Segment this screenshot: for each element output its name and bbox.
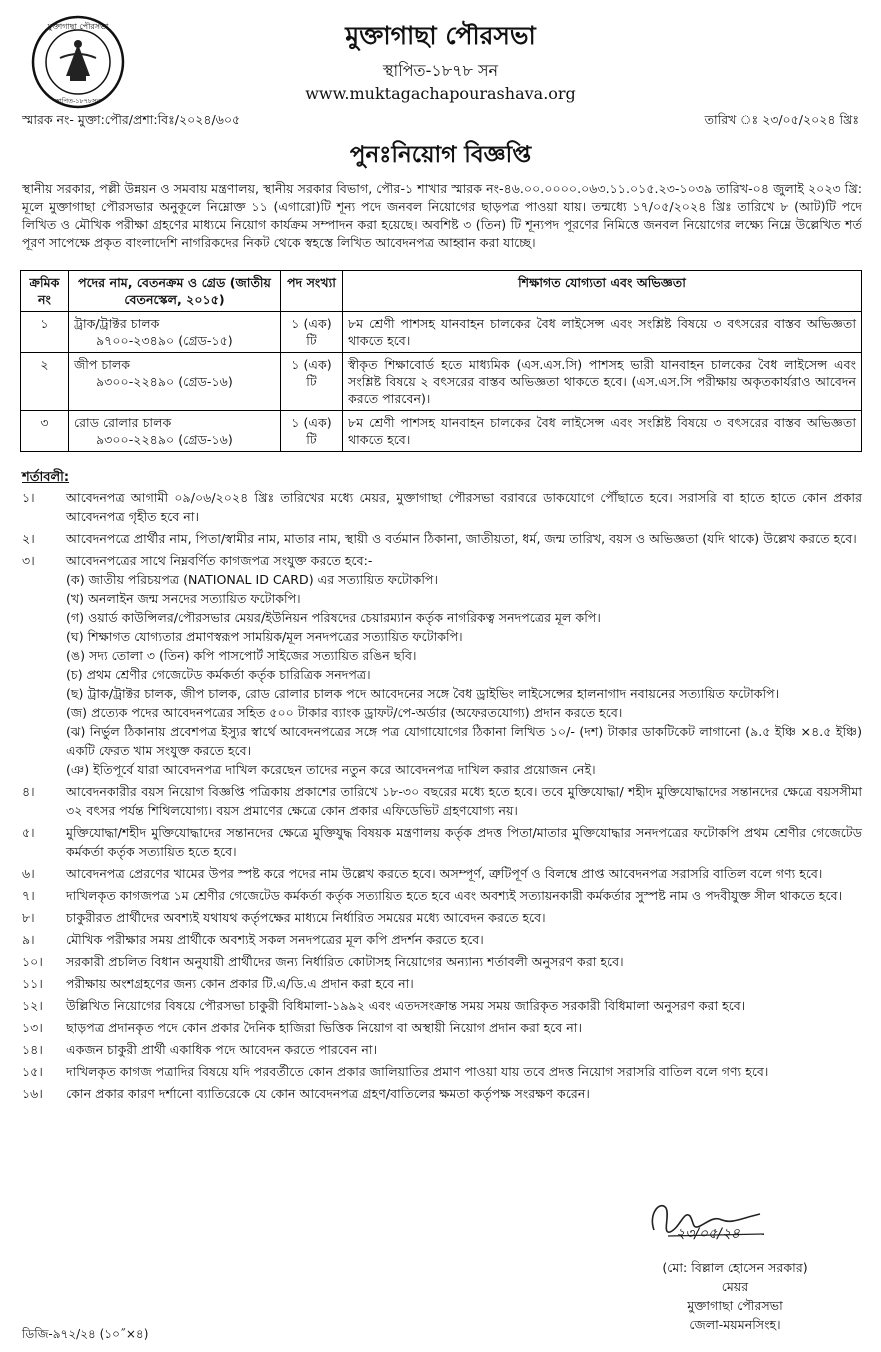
pay-scale: ৯৩০০-২২৪৯০ (গ্রেড-১৬) [96, 374, 233, 389]
term-text: উল্লিখিত নিয়োগের বিষয়ে পৌরসভা চাকুরী বিধিমালা-১৯৯২ এবং এতদসংক্রান্ত সময় সময় জারিকৃত সরকারী বিধিমালা অনুসরণ করা হবে। [66, 998, 746, 1013]
row-count: ১ (এক) টি [281, 411, 343, 452]
notice-date: তারিখ ঃ ২৩/০৫/২০২৪ খ্রিঃ [704, 112, 859, 127]
term-number: ১। [22, 490, 35, 505]
term-number: ৮। [22, 910, 35, 925]
post-name: জীপ চালক [74, 357, 131, 372]
document-item: (ঘ) শিক্ষাগত যোগ্যতার প্রমাণস্বরূপ সাময়িক/মূল সনদপত্রের সত্যায়িত ফটোকপি। [66, 629, 463, 644]
term-item [20, 996, 862, 1015]
row-qualification: স্বীকৃত শিক্ষাবোর্ড হতে মাধ্যমিক (এস.এস.সি) পাশসহ ভারী যানবাহন চালকের বৈধ লাইসেন্স এবং সংশ্লিষ্ট বিষয়ে ২ বৎসরের বাস্তব অভিজ্ঞতা থাকতে হবে। (এস.এস.সি পরীক্ষায় অকৃতকার্যরাও আবেদন করতে পারবেন)। [343, 353, 862, 411]
row-count: ১ (এক) টি [281, 312, 343, 353]
header-count: পদ সংখ্যা [281, 271, 343, 312]
term-item [20, 529, 862, 548]
row-qualification: ৮ম শ্রেণী পাশসহ যানবাহন চালকের বৈধ লাইসেন্স এবং সংশ্লিষ্ট বিষয়ে ৩ বৎসরের বাস্তব অভিজ্ঞতা থাকতে হবে। [343, 312, 862, 353]
website-link[interactable]: www.muktagachapourashava.org [305, 84, 576, 103]
memo-number: স্মারক নং- মুক্তা:পৌর/প্রশা:বিঃ/২০২৪/৬০৫ [22, 112, 241, 127]
signatory-name: (মো: বিল্লাল হোসেন সরকার) [662, 1260, 808, 1275]
term-item [20, 551, 862, 779]
term-number: ১৬। [22, 1086, 43, 1101]
row-count: ১ (এক) টি [281, 353, 343, 411]
row-qualification: ৮ম শ্রেণী পাশসহ যানবাহন চালকের বৈধ লাইসেন্স এবং সংশ্লিষ্ট বিষয়ে ৩ বৎসরের বাস্তব অভিজ্ঞতা থাকতে হবে। [343, 411, 862, 452]
document-item: (খ) অনলাইন জন্ম সনদের সত্যায়িত ফটোকপি। [66, 591, 301, 606]
document-item: (ঞ) ইতিপূর্বে যারা আবেদনপত্র দাখিল করেছেন তাদের নতুন করে আবেদনপত্র দাখিল করার প্রয়োজন নেই। [66, 762, 596, 777]
term-item [20, 488, 862, 526]
signed-date: ২৩/০৫/২৪ [676, 1226, 741, 1242]
pay-scale: ৯৭০০-২৩৪৯০ (গ্রেড-১৫) [96, 333, 233, 348]
notice-title: পুনঃনিয়োগ বিজ্ঞপ্তি [349, 142, 532, 168]
header-qualification: শিক্ষাগত যোগ্যতা এবং অভিজ্ঞতা [343, 271, 862, 312]
term-text: মৌখিক পরীক্ষার সময় প্রার্থীকে অবশ্যই সকল সনদপত্রের মূল কপি প্রদর্শন করতে হবে। [66, 932, 484, 947]
term-number: ১১। [22, 976, 43, 991]
terms-title: শর্তাবলী: [22, 470, 70, 485]
term-item [20, 1040, 862, 1059]
term-text: সরকারী প্রচলিত বিধান অনুযায়ী প্রার্থীদের জন্য নির্ধারিত কোটাসহ নিয়োগের অন্যান্য শর্তাবলী অনুসরণ করা হবে। [66, 954, 624, 969]
signatory-org: মুক্তাগাছা পৌরসভা [687, 1298, 783, 1313]
post-name: ট্রাক/ট্রাক্টর চালক [74, 316, 160, 331]
row-post [69, 411, 281, 452]
term-item [20, 952, 862, 971]
term-text: মুক্তিযোদ্ধা/শহীদ মুক্তিযোদ্ধাদের সন্তানদের ক্ষেত্রে মুক্তিযুদ্ধ বিষয়ক মন্ত্রণালয় কর্তৃক প্রদত্ত পিতা/মাতার মুক্তিযোদ্ধার সনদপত্রের ফটোকপি প্রথম শ্রেণীর গেজেটেড কর্মকর্তা কর্তৃক সত্যায়িত হতে হবে। [66, 825, 862, 859]
term-text: দাখিলকৃত কাগজপত্র ১ম শ্রেণীর গেজেটেড কর্মকর্তা কর্তৃক সত্যায়িত হতে হবে এবং অবশ্যই সত্যায়নকারী কর্মকর্তার সুস্পষ্ট নাম ও পদবীযুক্ত সীল থাকতে হবে। [66, 888, 843, 903]
term-number: ১৫। [22, 1064, 43, 1079]
document-item: (গ) ওয়ার্ড কাউন্সিলর/পৌরসভার মেয়র/ইউনিয়ন পরিষদের চেয়ারম্যান কর্তৃক নাগরিকত্ব সনদপত্রের মূল কপি। [66, 610, 601, 625]
term-text: পরীক্ষায় অংশগ্রহণের জন্য কোন প্রকার টি.এ/ডি.এ প্রদান করা হবে না। [66, 976, 414, 991]
term-number: ৪। [22, 784, 35, 799]
header-post: পদের নাম, বেতনক্রম ও গ্রেড (জাতীয় বেতনস্কেল, ২০১৫) [69, 271, 281, 312]
term-number: ৩। [22, 553, 35, 568]
table-header-row [21, 271, 862, 312]
document-item: (ঝ) নির্ভুল ঠিকানায় প্রবেশপত্র ইস্যুর স্বার্থে আবেদনপত্রের সঙ্গে পত্র যোগাযোগের ঠিকানা লিখিত ১০/- (দশ) টাকার ডাকটিকেট লাগানো (৯.৫ ইঞ্চি ×৪.৫ ইঞ্চি) একটি ফেরত খাম সংযুক্ত করতে হবে। [66, 724, 862, 758]
svg-text:স্থাপিত-১৮৭৮সন: স্থাপিত-১৮৭৮সন [55, 97, 101, 105]
post-name: রোড রোলার চালক [74, 415, 172, 430]
table-row [21, 353, 862, 411]
term-item [20, 974, 862, 993]
row-serial: ৩ [21, 411, 69, 452]
established-year: স্থাপিত-১৮৭৮ সন [382, 61, 499, 80]
term-number: ২। [22, 531, 35, 546]
term-item [20, 864, 862, 883]
term-item [20, 930, 862, 949]
term-item [20, 1062, 862, 1081]
term-item [20, 1018, 862, 1037]
term-item [20, 823, 862, 861]
row-post [69, 312, 281, 353]
posts-table [20, 270, 862, 452]
term-text: আবেদনপত্রে প্রার্থীর নাম, পিতা/স্বামীর নাম, মাতার নাম, স্থায়ী ও বর্তমান ঠিকানা, জাতীয়তা, ধর্ম, জন্ম তারিখ, বয়স ও অভিজ্ঞতা (যদি থাকে) উল্লেখ করতে হবে। [66, 531, 857, 546]
row-serial: ১ [21, 312, 69, 353]
signatory-district: জেলা-ময়মনসিংহ। [689, 1317, 781, 1332]
document-item: (জ) প্রত্যেক পদের আবেদনপত্রের সহিত ৫০০ টাকার ব্যাংক ড্রাফট/পে-অর্ডার (অফেরতযোগ্য) প্রদান করতে হবে। [66, 705, 623, 720]
document-item: (ছ) ট্রাক/ট্রাক্টর চালক, জীপ চালক, রোড রোলার চালক পদে আবেদনের সঙ্গে বৈধ ড্রাইভিং লাইসেন্সের হালনাগাদ নবায়নের সত্যায়িত ফটোকপি। [66, 686, 780, 701]
term-text: দাখিলকৃত কাগজ পত্রাদির বিষয়ে যদি পরবর্তীতে কোন প্রকার জালিয়াতির প্রমাণ পাওয়া যায় তবে প্রদত্ত নিয়োগ সরাসরি বাতিল বলে গণ্য হবে। [66, 1064, 769, 1079]
term-item [20, 782, 862, 820]
pay-scale: ৯৩০০-২২৪৯০ (গ্রেড-১৬) [96, 432, 233, 447]
signature-block [610, 1258, 860, 1334]
signatory-title: মেয়র [721, 1279, 749, 1294]
term-text: আবেদনপত্র প্রেরণের খামের উপর স্পষ্ট করে পদের নাম উল্লেখ করতে হবে। অসম্পূর্ণ, ত্রুটিপূর্ণ ও বিলম্বে প্রাপ্ত আবেদনপত্র সরাসরি বাতিল বলে গণ্য হবে। [66, 866, 823, 881]
term-text: একজন চাকুরী প্রার্থী একাধিক পদে আবেদন করতে পারবেন না। [66, 1042, 378, 1057]
term-text: কোন প্রকার কারণ দর্শানো ব্যাতিরেকে যে কোন আবেদনপত্র গ্রহণ/বাতিলের ক্ষমতা কর্তৃপক্ষ সংরক্ষণ করেন। [66, 1086, 590, 1101]
term-text: আবেদনপত্র আগামী ০৯/০৬/২০২৪ খ্রিঃ তারিখের মধ্যে মেয়র, মুক্তাগাছা পৌরসভা বরাবরে ডাকযোগে পৌঁছাতে হবে। সরাসরি বা হাতে হাতে কোন প্রকার আবেদনপত্র গৃহীত হবে না। [66, 490, 862, 524]
term-number: ১৪। [22, 1042, 43, 1057]
row-post [69, 353, 281, 411]
term-number: ১২। [22, 998, 43, 1013]
term-text-block [66, 551, 862, 779]
term-number: ৫। [22, 825, 35, 840]
document-item: (ঙ) সদ্য তোলা ৩ (তিন) কপি পাসপোর্ট সাইজের সত্যায়িত রঙিন ছবি। [66, 648, 417, 663]
term-number: ১৩। [22, 1020, 43, 1035]
term-number: ১০। [22, 954, 43, 969]
row-serial: ২ [21, 353, 69, 411]
term-item [20, 1084, 862, 1103]
svg-text:মুক্তাগাছা পৌরসভা: মুক্তাগাছা পৌরসভা [47, 22, 109, 31]
table-row [21, 411, 862, 452]
table-row [21, 312, 862, 353]
org-name: মুক্তাগাছা পৌরসভা [345, 21, 536, 50]
term-text: চাকুরীরত প্রার্থীদের অবশ্যই যথাযথ কর্তৃপক্ষের মাধ্যমে নির্ধারিত সময়ের মধ্যে আবেদন করতে হবে। [66, 910, 546, 925]
term-number: ৭। [22, 888, 35, 903]
print-reference: ডিজি-৯৭২/২৪ (১০˝×৪) [22, 1327, 149, 1341]
term-item [20, 886, 862, 905]
term-text: আবেদনপত্রের সাথে নিম্নবর্ণিত কাগজপত্র সংযুক্ত করতে হবে:- [66, 553, 373, 568]
intro-paragraph: স্থানীয় সরকার, পল্লী উন্নয়ন ও সমবায় মন্ত্রণালয়, স্থানীয় সরকার বিভাগ, পৌর-১ শাখার স্মারক নং-৪৬.০০.০০০০.০৬৩.১১.০১৫.২৩-১০৩৯ তারিখ-০৪ জুলাই ২০২৩ খ্রি: মূলে মুক্তাগাছা পৌরসভার অনুকূলে নিম্নোক্ত ১১ (এগারো)টি শূন্য পদে জনবল নিয়োগের ছাড়পত্র পাওয়া যায়। তন্মধ্যে ১৭/০৫/২০২৪ খ্রিঃ তারিখে ৮ (আট)টি পদে লিখিত ও মৌখিক পরীক্ষা গ্রহণের মাধ্যমে নিয়োগ কার্যক্রম সম্পাদন করা হয়েছে। অবশিষ্ট ৩ (তিন) টি শূন্যপদ পূরণের নিমিত্তে জনবল নিয়োগের লক্ষ্যে নিম্নে উল্লেখিত শর্ত পূরণ সাপেক্ষে প্রকৃত বাংলাদেশি নাগরিকদের নিকট থেকে স্বহস্তে লিখিত আবেদনপত্র আহ্বান করা যাচ্ছে। [22, 181, 862, 250]
terms-list [20, 488, 862, 1106]
term-number: ৯। [22, 932, 35, 947]
term-text: আবেদনকারীর বয়স নিয়োগ বিজ্ঞপ্তি পত্রিকায় প্রকাশের তারিখে ১৮-৩০ বছরের মধ্যে হতে হবে। তবে মুক্তিযোদ্ধা/ শহীদ মুক্তিযোদ্ধাদের সন্তানদের ক্ষেত্রে বয়সসীমা ৩২ বৎসর পর্যন্ত শিথিলযোগ্য। বয়স প্রমাণের ক্ষেত্রে কোন প্রকার এফিডেভিট গ্রহণযোগ্য নয়। [66, 784, 862, 818]
term-number: ৬। [22, 866, 35, 881]
term-text: ছাড়পত্র প্রদানকৃত পদে কোন প্রকার দৈনিক হাজিরা ভিত্তিক নিয়োগ বা অস্থায়ী নিয়োগ প্রদান করা হবে না। [66, 1020, 582, 1035]
document-item: (ক) জাতীয় পরিচয়পত্র (NATIONAL ID CARD) এর সত্যায়িত ফটোকপি। [66, 572, 438, 587]
term-item [20, 908, 862, 927]
document-item: (চ) প্রথম শ্রেণীর গেজেটেড কর্মকর্তা কর্তৃক চারিত্রিক সনদপত্র। [66, 667, 371, 682]
header-serial: ক্রমিক নং [21, 271, 69, 312]
